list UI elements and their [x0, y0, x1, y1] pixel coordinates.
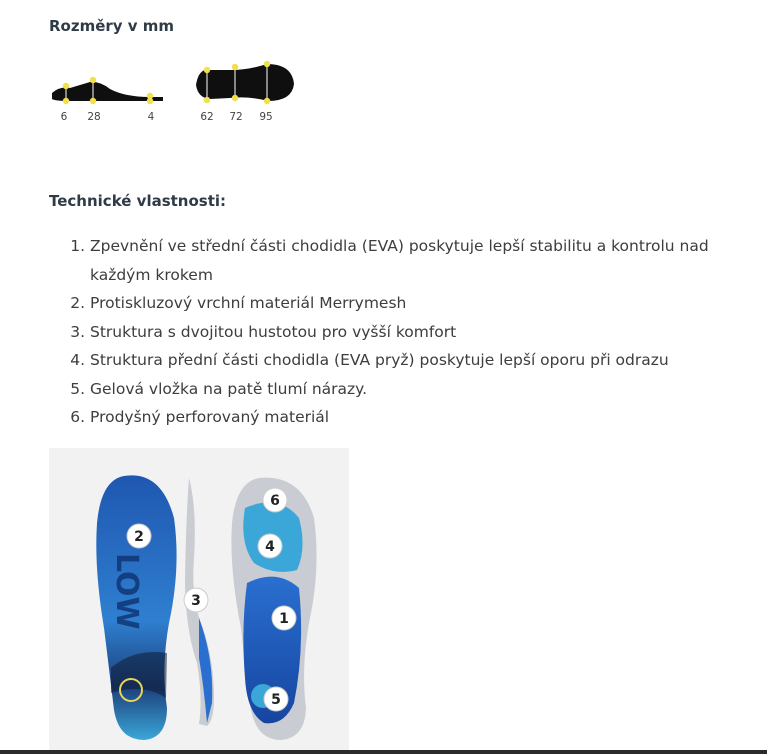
- dimension-value: 4: [147, 111, 155, 123]
- feature-item: 3. Struktura s dvojitou hustotou pro vyšší komfort: [90, 318, 767, 347]
- callout-number: 6: [270, 493, 280, 509]
- callout-number: 5: [271, 692, 281, 708]
- measure-marker: [63, 98, 69, 104]
- callout-number: 3: [191, 593, 201, 609]
- dimensions-heading: Rozměry v mm: [49, 17, 175, 35]
- measure-marker: [264, 61, 270, 67]
- measure-marker: [147, 98, 153, 104]
- measure-marker: [204, 97, 210, 103]
- dimension-value: 62: [200, 111, 214, 123]
- insole-side: [184, 478, 214, 726]
- dimension-value: 28: [87, 111, 101, 123]
- insole-product-photo: [49, 448, 349, 754]
- measure-marker: [232, 64, 238, 70]
- measure-marker: [90, 98, 96, 104]
- measure-marker: [90, 77, 96, 83]
- feature-item: 1. Zpevnění ve střední části chodidla (EVA) poskytuje lepší stabilitu a kontrolu nad každým krokem: [90, 232, 767, 289]
- feature-item: 2. Protiskluzový vrchní materiál Merrymesh: [90, 289, 767, 318]
- measure-marker: [204, 67, 210, 73]
- callout-number: 1: [279, 611, 289, 627]
- measure-marker: [264, 98, 270, 104]
- insole-brand-print: LOW: [109, 553, 144, 630]
- feature-item: 5. Gelová vložka na patě tlumí nárazy.: [90, 375, 767, 404]
- dimension-diagram: [0, 0, 320, 130]
- callout-number: 4: [265, 539, 275, 555]
- insole-bottom-side: [231, 478, 316, 740]
- dimension-value: 95: [259, 111, 273, 123]
- dimension-value: 72: [229, 111, 243, 123]
- measure-marker: [232, 95, 238, 101]
- feature-item: 4. Struktura přední části chodidla (EVA pryž) poskytuje lepší oporu při odrazu: [90, 346, 767, 375]
- insole-top-view: [196, 64, 294, 101]
- callout-number: 2: [134, 529, 144, 545]
- measure-marker: [63, 83, 69, 89]
- insole-top-side: [96, 475, 176, 740]
- dimension-value: 6: [60, 111, 68, 123]
- bottom-divider: [0, 750, 767, 754]
- feature-item: 6. Prodyšný perforovaný materiál: [90, 403, 767, 432]
- technical-heading: Technické vlastnosti:: [49, 192, 227, 210]
- feature-list: [70, 232, 767, 432]
